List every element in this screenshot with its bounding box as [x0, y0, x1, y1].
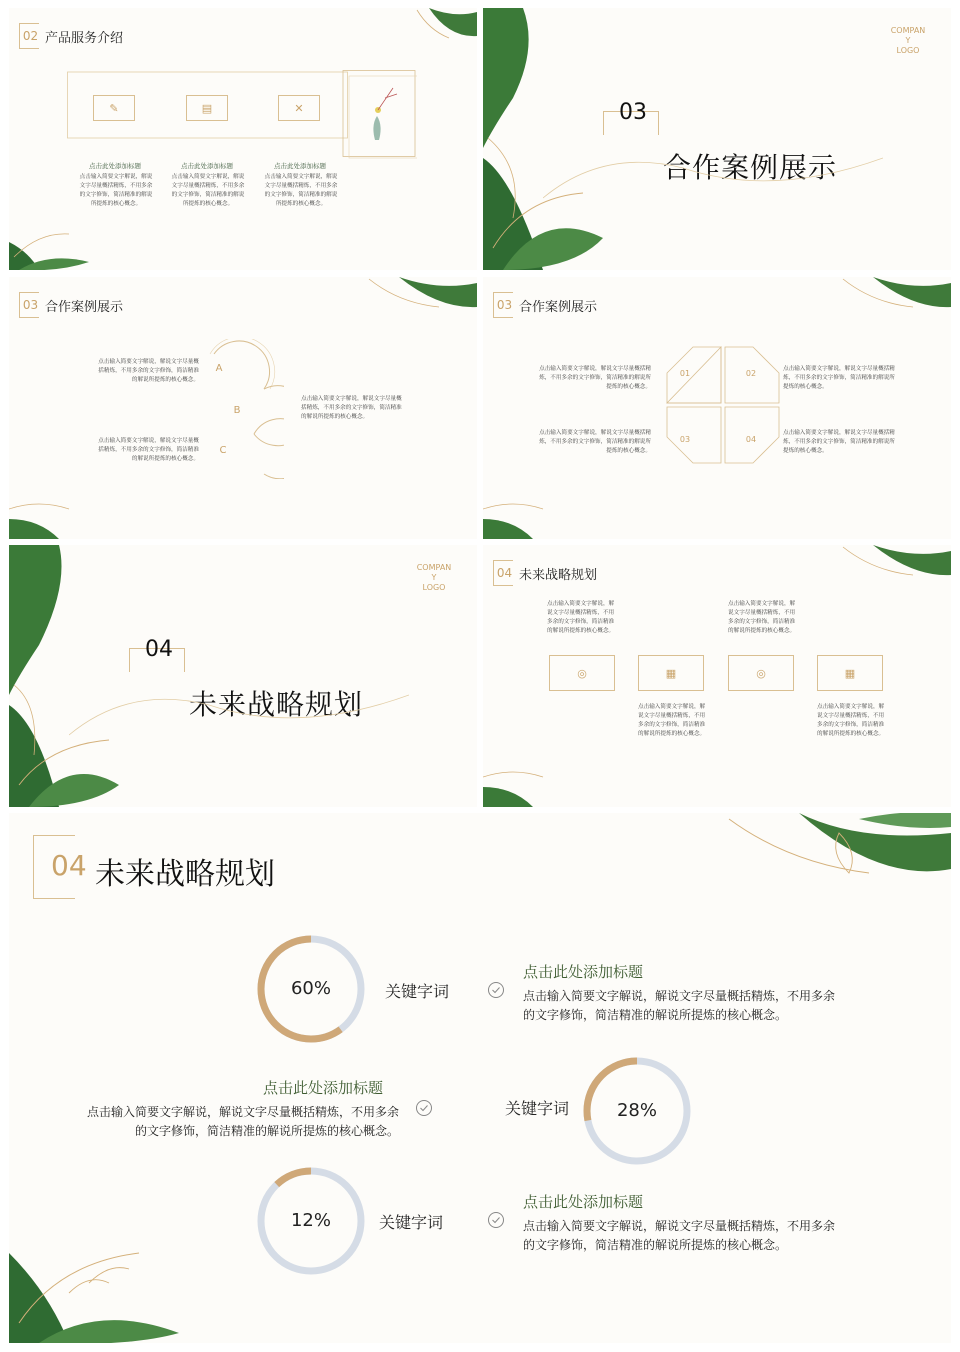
check-circle-icon [487, 981, 505, 999]
slide-header [19, 292, 123, 318]
case-body: 点击输入简要文字解说，解说文字尽量概括精炼，不用多余的文字修饰，简洁精准的解说所提炼的核心概念。 [98, 359, 199, 383]
leaf-decoration-icon [709, 813, 951, 903]
leaf-decoration-icon [9, 1213, 209, 1343]
slide-cases-abc[interactable] [9, 277, 477, 539]
calendar-icon[interactable]: ▦ [638, 655, 704, 691]
leaf-decoration-icon [409, 8, 477, 48]
header-frame [19, 23, 39, 49]
slide-strategy-rings[interactable] [9, 813, 951, 1343]
keyword-label: 关键字词 [379, 1213, 444, 1232]
case-body: 点击输入简要文字解说，解说文字尽量概括精炼，不用多余的文字修饰，简洁精准的解说所提炼的核心概念。 [539, 430, 651, 454]
case-body: 点击输入简要文字解说，解说文字尽量概括精炼，不用多余的文字修饰，简洁精准的解说所提炼的核心概念。 [539, 366, 651, 390]
case-letter: B [233, 405, 241, 416]
section-title: 未来战略规划 [189, 688, 364, 721]
item-title: 点击此处添加标题 [181, 162, 233, 170]
section-number: 04 [51, 849, 87, 882]
check-circle-icon [487, 1211, 505, 1229]
slide-product-services[interactable] [9, 8, 477, 270]
ring-percent: 12% [290, 1210, 331, 1231]
clipboard-icon[interactable]: ▤ [186, 95, 228, 121]
slide-title: 合作案例展示 [45, 299, 124, 315]
case-body: 点击输入简要文字解说，解说文字尽量概括精炼，不用多余的文字修饰，简洁精准的解说所提炼的核心概念。 [301, 396, 402, 420]
logo-line: Y [905, 36, 911, 45]
company-logo [883, 26, 933, 56]
leaf-decoration-icon [833, 545, 951, 585]
case-letter: A [215, 363, 223, 374]
leaf-decoration-icon [9, 489, 79, 539]
item-body-line: 的文字修饰，简洁精准的解说所提炼的核心概念。 [134, 1124, 399, 1138]
leaf-decoration-icon [483, 8, 613, 270]
case-body: 点击输入简要文字解说，解说文字尽量概括精炼，不用多余的文字修饰，简洁精准的解说所提炼的核心概念。 [783, 366, 895, 390]
item-title: 点击此处添加标题 [89, 162, 141, 170]
logo-line: LOGO [896, 46, 920, 55]
slide-strategy-boxes[interactable] [483, 545, 951, 807]
strategy-body: 点击输入简要文字解说，解说文字尽量概括精炼，不用多余的文字修饰，简洁精准的解说所提炼的核心概念。 [638, 704, 706, 737]
item-body: 点击输入简要文字解说，解说文字尽量概括精炼，不用多余的文字修饰，简洁精准的解说所提炼的核心概念。 [264, 174, 338, 207]
logo-line: COMPAN [890, 26, 926, 35]
section-number: 04 [145, 637, 173, 662]
item-body-line: 点击输入简要文字解说，解说文字尽量概括精炼，不用多余 [523, 1219, 836, 1233]
lightbulb-icon[interactable]: ◎ [549, 655, 615, 691]
keyword-label: 关键字词 [505, 1099, 570, 1118]
leaf-decoration-icon [9, 545, 129, 807]
pen-icon[interactable]: ✎ [93, 95, 135, 121]
four-diamond-diagram [663, 343, 783, 467]
section-number: 02 [22, 29, 39, 43]
ring-percent: 28% [616, 1100, 657, 1121]
item-body-line: 点击输入简要文字解说，解说文字尽量概括精炼，不用多余 [86, 1105, 399, 1119]
item-title: 点击此处添加标题 [523, 1193, 644, 1211]
section-number: 03 [22, 298, 39, 312]
lightbulb-icon[interactable]: ◎ [728, 655, 794, 691]
slide-section-04[interactable] [9, 545, 477, 807]
logo-line: COMPAN [416, 563, 452, 572]
case-body: 点击输入简要文字解说，解说文字尽量概括精炼，不用多余的文字修饰，简洁精准的解说所提炼的核心概念。 [783, 430, 895, 454]
case-letter: C [219, 445, 227, 456]
tools-icon[interactable]: ✕ [278, 95, 320, 121]
company-logo [409, 563, 459, 593]
slide-cases-four[interactable] [483, 277, 951, 539]
slide-header [493, 292, 597, 318]
slide-title: 未来战略规划 [519, 567, 598, 583]
header-frame [493, 560, 513, 586]
leaf-decoration-icon [483, 757, 553, 807]
item-body [523, 1217, 843, 1255]
slide-title: 产品服务介绍 [45, 30, 124, 46]
logo-line: LOGO [422, 583, 446, 592]
leaf-decoration-icon [833, 277, 951, 317]
section-number: 04 [496, 566, 513, 580]
case-number: 03 [679, 435, 691, 444]
item-body-line: 的文字修饰，简洁精准的解说所提炼的核心概念。 [523, 1238, 788, 1252]
item-body-line: 点击输入简要文字解说，解说文字尽量概括精炼，不用多余 [523, 989, 836, 1003]
case-number: 01 [679, 369, 691, 378]
leaf-decoration-icon [359, 277, 477, 317]
item-body [523, 987, 843, 1025]
calendar-icon[interactable]: ▦ [817, 655, 883, 691]
slide-title: 未来战略规划 [95, 857, 275, 892]
slide-section-03[interactable] [483, 8, 951, 270]
section-number: 03 [619, 100, 647, 125]
case-number: 04 [745, 435, 757, 444]
leaf-decoration-icon [9, 222, 99, 270]
item-title: 点击此处添加标题 [263, 1079, 384, 1097]
case-number: 02 [745, 369, 757, 378]
case-body: 点击输入简要文字解说，解说文字尽量概括精炼，不用多余的文字修饰，简洁精准的解说所提炼的核心概念。 [98, 438, 199, 462]
header-frame [493, 292, 513, 318]
logo-line: Y [431, 573, 437, 582]
strategy-body: 点击输入简要文字解说，解说文字尽量概括精炼，不用多余的文字修饰，简洁精准的解说所提炼的核心概念。 [547, 601, 615, 634]
section-title: 合作案例展示 [663, 151, 838, 184]
ring-percent: 60% [290, 978, 331, 999]
slide-title: 合作案例展示 [519, 299, 598, 315]
item-body-line: 的文字修饰，简洁精准的解说所提炼的核心概念。 [523, 1008, 788, 1022]
item-body: 点击输入简要文字解说，解说文字尽量概括精炼，不用多余的文字修饰，简洁精准的解说所提炼的核心概念。 [79, 174, 153, 207]
item-title: 点击此处添加标题 [523, 963, 644, 981]
item-title: 点击此处添加标题 [274, 162, 326, 170]
strategy-body: 点击输入简要文字解说，解说文字尽量概括精炼，不用多余的文字修饰，简洁精准的解说所提炼的核心概念。 [817, 704, 885, 737]
section-number: 03 [496, 298, 513, 312]
check-circle-icon [415, 1099, 433, 1117]
item-body: 点击输入简要文字解说，解说文字尽量概括精炼，不用多余的文字修饰，简洁精准的解说所提炼的核心概念。 [171, 174, 245, 207]
slide-header [19, 23, 123, 49]
leaf-decoration-icon [483, 489, 553, 539]
header-frame [19, 292, 39, 318]
slide-header [493, 560, 597, 586]
keyword-label: 关键字词 [385, 982, 450, 1001]
strategy-body: 点击输入简要文字解说，解说文字尽量概括精炼，不用多余的文字修饰，简洁精准的解说所提炼的核心概念。 [728, 601, 796, 634]
item-body [79, 1103, 399, 1141]
